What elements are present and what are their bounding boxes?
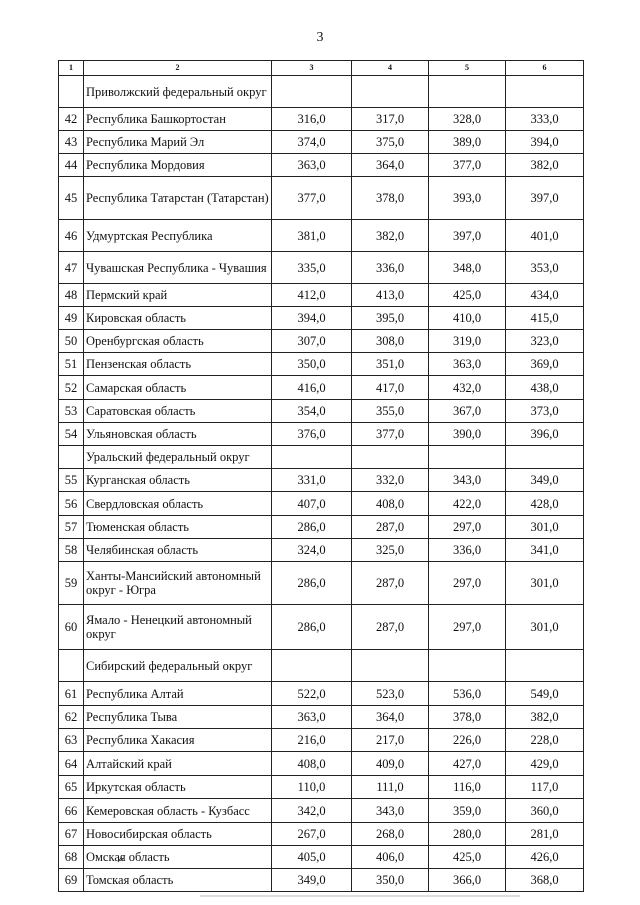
region-name: Иркутская область [84, 776, 272, 799]
region-name: Челябинская область [84, 539, 272, 562]
value-cell: 297,0 [429, 562, 506, 605]
row-number: 60 [59, 605, 84, 650]
value-cell: 425,0 [429, 846, 506, 869]
value-cell: 394,0 [272, 307, 352, 330]
value-cell: 301,0 [506, 516, 584, 539]
section-row [59, 76, 584, 108]
region-name: Томская область [84, 869, 272, 892]
header-cell: 2 [84, 61, 272, 76]
value-cell: 409,0 [352, 752, 429, 776]
value-cell: 351,0 [352, 353, 429, 376]
row-number: 49 [59, 307, 84, 330]
row-number: 42 [59, 108, 84, 131]
section-title: Сибирский федеральный округ [84, 650, 272, 682]
row-number-cell [59, 76, 84, 108]
section-title: Уральский федеральный округ [84, 446, 272, 469]
value-cell: 408,0 [352, 492, 429, 516]
value-cell: 328,0 [429, 108, 506, 131]
value-cell: 323,0 [506, 330, 584, 353]
row-number: 44 [59, 154, 84, 177]
value-cell: 427,0 [429, 752, 506, 776]
value-cell: 536,0 [429, 682, 506, 706]
row-number: 68 [59, 846, 84, 869]
row-number: 65 [59, 776, 84, 799]
value-cell: 393,0 [429, 177, 506, 220]
value-cell: 389,0 [429, 131, 506, 154]
value-cell: 350,0 [272, 353, 352, 376]
value-cell: 111,0 [352, 776, 429, 799]
table-row [59, 729, 584, 752]
value-cell: 286,0 [272, 562, 352, 605]
page-number: 3 [316, 30, 324, 45]
value-cell: 354,0 [272, 400, 352, 423]
value-cell: 297,0 [429, 605, 506, 650]
table-row [59, 108, 584, 131]
row-number: 63 [59, 729, 84, 752]
value-cell: 280,0 [429, 823, 506, 846]
value-cell: 287,0 [352, 605, 429, 650]
region-name: Республика Башкортостан [84, 108, 272, 131]
value-cell: 549,0 [506, 682, 584, 706]
value-cell: 378,0 [352, 177, 429, 220]
value-cell: 301,0 [506, 605, 584, 650]
table-row [59, 177, 584, 220]
table-row [59, 682, 584, 706]
empty-cell [506, 76, 584, 108]
table-row [59, 706, 584, 729]
value-cell: 369,0 [506, 353, 584, 376]
value-cell: 373,0 [506, 400, 584, 423]
value-cell: 367,0 [429, 400, 506, 423]
value-cell: 406,0 [352, 846, 429, 869]
row-number: 52 [59, 376, 84, 400]
value-cell: 382,0 [506, 154, 584, 177]
value-cell: 396,0 [506, 423, 584, 446]
header-cell: 3 [272, 61, 352, 76]
region-name: Алтайский край [84, 752, 272, 776]
empty-cell [352, 446, 429, 469]
value-cell: 217,0 [352, 729, 429, 752]
region-name: Тюменская область [84, 516, 272, 539]
table-row [59, 400, 584, 423]
value-cell: 343,0 [429, 469, 506, 492]
region-name: Пермский край [84, 284, 272, 307]
table-row [59, 492, 584, 516]
table-row [59, 353, 584, 376]
value-cell: 308,0 [352, 330, 429, 353]
empty-cell [272, 76, 352, 108]
value-cell: 228,0 [506, 729, 584, 752]
region-name: Республика Хакасия [84, 729, 272, 752]
row-number: 61 [59, 682, 84, 706]
table-row [59, 423, 584, 446]
region-name: Курганская область [84, 469, 272, 492]
empty-cell [429, 650, 506, 682]
value-cell: 378,0 [429, 706, 506, 729]
value-cell: 434,0 [506, 284, 584, 307]
region-name: Омская область [84, 846, 272, 869]
value-cell: 410,0 [429, 307, 506, 330]
empty-cell [506, 650, 584, 682]
row-number: 55 [59, 469, 84, 492]
value-cell: 438,0 [506, 376, 584, 400]
value-cell: 382,0 [352, 220, 429, 252]
value-cell: 216,0 [272, 729, 352, 752]
region-name: Ямало - Ненецкий автономный округ [84, 605, 272, 650]
value-cell: 382,0 [506, 706, 584, 729]
row-number-cell [59, 650, 84, 682]
value-cell: 343,0 [352, 799, 429, 823]
value-cell: 366,0 [429, 869, 506, 892]
empty-cell [352, 76, 429, 108]
row-number: 45 [59, 177, 84, 220]
value-cell: 317,0 [352, 108, 429, 131]
section-row [59, 650, 584, 682]
data-table [58, 60, 584, 892]
value-cell: 374,0 [272, 131, 352, 154]
row-number-cell [59, 446, 84, 469]
value-cell: 394,0 [506, 131, 584, 154]
value-cell: 342,0 [272, 799, 352, 823]
region-name: Пензенская область [84, 353, 272, 376]
value-cell: 428,0 [506, 492, 584, 516]
value-cell: 364,0 [352, 154, 429, 177]
value-cell: 307,0 [272, 330, 352, 353]
value-cell: 381,0 [272, 220, 352, 252]
value-cell: 376,0 [272, 423, 352, 446]
value-cell: 301,0 [506, 562, 584, 605]
row-number: 59 [59, 562, 84, 605]
value-cell: 117,0 [506, 776, 584, 799]
value-cell: 429,0 [506, 752, 584, 776]
value-cell: 426,0 [506, 846, 584, 869]
table-row [59, 846, 584, 869]
value-cell: 335,0 [272, 252, 352, 284]
table-row [59, 605, 584, 650]
value-cell: 375,0 [352, 131, 429, 154]
empty-cell [352, 650, 429, 682]
table-row [59, 376, 584, 400]
value-cell: 333,0 [506, 108, 584, 131]
value-cell: 416,0 [272, 376, 352, 400]
table-row [59, 516, 584, 539]
value-cell: 336,0 [352, 252, 429, 284]
value-cell: 522,0 [272, 682, 352, 706]
table-header-row [59, 61, 584, 76]
value-cell: 395,0 [352, 307, 429, 330]
row-number: 69 [59, 869, 84, 892]
region-name: Республика Марий Эл [84, 131, 272, 154]
value-cell: 363,0 [272, 706, 352, 729]
value-cell: 331,0 [272, 469, 352, 492]
value-cell: 359,0 [429, 799, 506, 823]
row-number: 66 [59, 799, 84, 823]
value-cell: 110,0 [272, 776, 352, 799]
empty-cell [506, 446, 584, 469]
value-cell: 523,0 [352, 682, 429, 706]
section-title: Приволжский федеральный округ [84, 76, 272, 108]
value-cell: 297,0 [429, 516, 506, 539]
table-row [59, 562, 584, 605]
region-name: Свердловская область [84, 492, 272, 516]
header-cell: 5 [429, 61, 506, 76]
row-number: 47 [59, 252, 84, 284]
header-cell: 1 [59, 61, 84, 76]
value-cell: 377,0 [352, 423, 429, 446]
row-number: 51 [59, 353, 84, 376]
value-cell: 432,0 [429, 376, 506, 400]
value-cell: 348,0 [429, 252, 506, 284]
row-number: 67 [59, 823, 84, 846]
region-name: Чувашская Республика - Чувашия [84, 252, 272, 284]
table-row [59, 131, 584, 154]
table-row [59, 220, 584, 252]
value-cell: 405,0 [272, 846, 352, 869]
value-cell: 407,0 [272, 492, 352, 516]
row-number: 62 [59, 706, 84, 729]
value-cell: 397,0 [429, 220, 506, 252]
value-cell: 287,0 [352, 562, 429, 605]
row-number: 56 [59, 492, 84, 516]
table-row [59, 752, 584, 776]
row-number: 64 [59, 752, 84, 776]
value-cell: 116,0 [429, 776, 506, 799]
value-cell: 413,0 [352, 284, 429, 307]
table-row [59, 776, 584, 799]
region-name: Республика Тыва [84, 706, 272, 729]
value-cell: 281,0 [506, 823, 584, 846]
table-row [59, 307, 584, 330]
value-cell: 353,0 [506, 252, 584, 284]
row-number: 53 [59, 400, 84, 423]
value-cell: 267,0 [272, 823, 352, 846]
header-cell: 6 [506, 61, 584, 76]
value-cell: 425,0 [429, 284, 506, 307]
table-row [59, 823, 584, 846]
value-cell: 363,0 [429, 353, 506, 376]
value-cell: 268,0 [352, 823, 429, 846]
empty-cell [272, 446, 352, 469]
value-cell: 415,0 [506, 307, 584, 330]
value-cell: 341,0 [506, 539, 584, 562]
value-cell: 355,0 [352, 400, 429, 423]
value-cell: 363,0 [272, 154, 352, 177]
empty-cell [429, 76, 506, 108]
row-number: 58 [59, 539, 84, 562]
region-name: Саратовская область [84, 400, 272, 423]
region-name: Оренбургская область [84, 330, 272, 353]
table-body [59, 61, 584, 892]
row-number: 43 [59, 131, 84, 154]
value-cell: 417,0 [352, 376, 429, 400]
value-cell: 286,0 [272, 516, 352, 539]
value-cell: 422,0 [429, 492, 506, 516]
region-name: Ульяновская область [84, 423, 272, 446]
value-cell: 368,0 [506, 869, 584, 892]
value-cell: 226,0 [429, 729, 506, 752]
table-row [59, 799, 584, 823]
value-cell: 397,0 [506, 177, 584, 220]
header-cell: 4 [352, 61, 429, 76]
value-cell: 336,0 [429, 539, 506, 562]
value-cell: 324,0 [272, 539, 352, 562]
empty-cell [429, 446, 506, 469]
row-number: 46 [59, 220, 84, 252]
table-row [59, 539, 584, 562]
value-cell: 349,0 [506, 469, 584, 492]
value-cell: 390,0 [429, 423, 506, 446]
row-number: 50 [59, 330, 84, 353]
row-number: 48 [59, 284, 84, 307]
value-cell: 349,0 [272, 869, 352, 892]
value-cell: 350,0 [352, 869, 429, 892]
region-name: Республика Татарстан (Татарстан) [84, 177, 272, 220]
value-cell: 287,0 [352, 516, 429, 539]
table-row [59, 330, 584, 353]
row-number: 57 [59, 516, 84, 539]
value-cell: 332,0 [352, 469, 429, 492]
region-name: Ханты-Мансийский автономный округ - Югра [84, 562, 272, 605]
value-cell: 377,0 [272, 177, 352, 220]
region-name: Кемеровская область - Кузбасс [84, 799, 272, 823]
table-row [59, 869, 584, 892]
value-cell: 377,0 [429, 154, 506, 177]
value-cell: 360,0 [506, 799, 584, 823]
table-row [59, 252, 584, 284]
region-name: Самарская область [84, 376, 272, 400]
value-cell: 319,0 [429, 330, 506, 353]
value-cell: 401,0 [506, 220, 584, 252]
value-cell: 286,0 [272, 605, 352, 650]
value-cell: 408,0 [272, 752, 352, 776]
value-cell: 364,0 [352, 706, 429, 729]
region-name: Удмуртская Республика [84, 220, 272, 252]
empty-cell [272, 650, 352, 682]
section-row [59, 446, 584, 469]
region-name: Республика Мордовия [84, 154, 272, 177]
row-number: 54 [59, 423, 84, 446]
value-cell: 316,0 [272, 108, 352, 131]
value-cell: 325,0 [352, 539, 429, 562]
table-row [59, 154, 584, 177]
region-name: Новосибирская область [84, 823, 272, 846]
region-name: Кировская область [84, 307, 272, 330]
region-name: Республика Алтай [84, 682, 272, 706]
table-row [59, 469, 584, 492]
value-cell: 412,0 [272, 284, 352, 307]
table-row [59, 284, 584, 307]
